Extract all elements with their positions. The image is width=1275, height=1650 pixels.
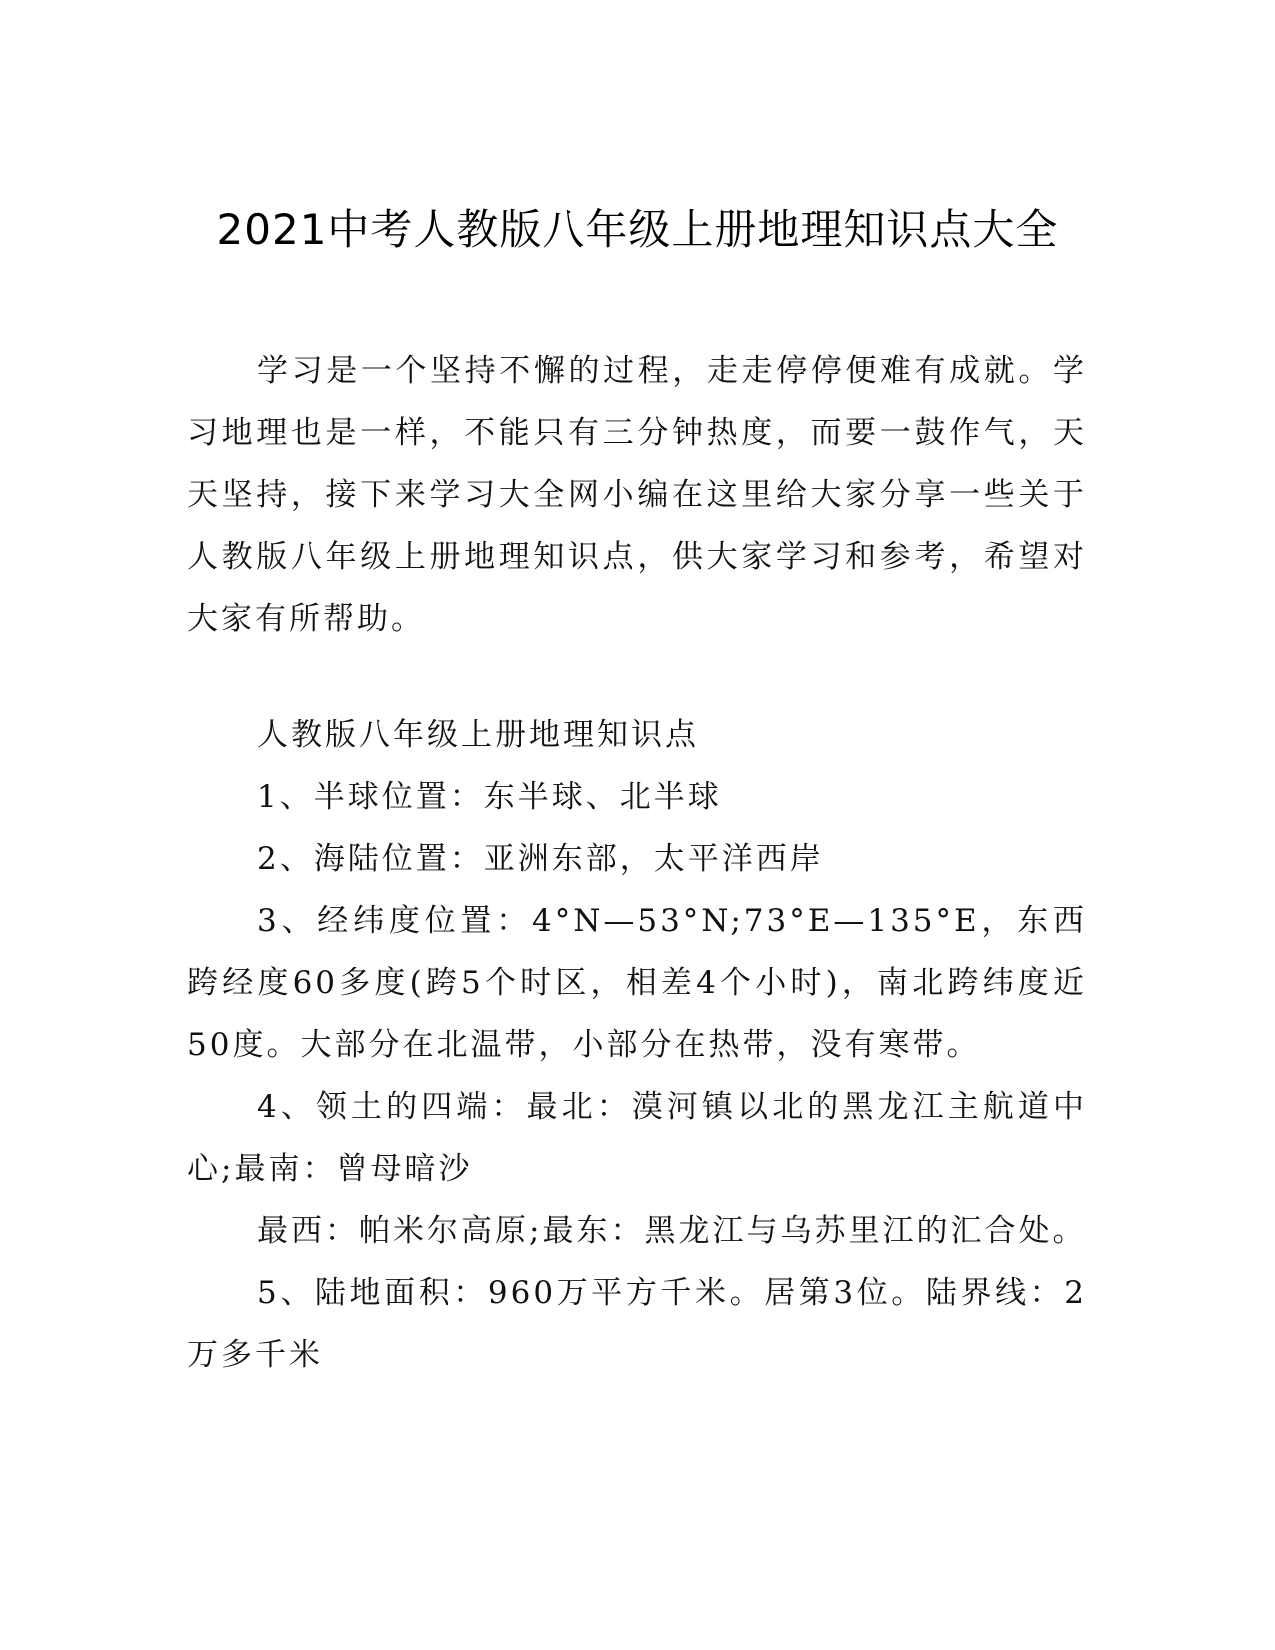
intro-paragraph: 学习是一个坚持不懈的过程，走走停停便难有成就。学习地理也是一样，不能只有三分钟热度，而要一鼓作气，天天坚持，接下来学习大全网小编在这里给大家分享一些关于人教版八年级上册地理知识点，供大家学习和参考，希望对大家有所帮助。 [187, 353, 1087, 637]
knowledge-points-section [187, 704, 1087, 1386]
intro-section [187, 340, 1087, 650]
document-title: 2021中考人教版八年级上册地理知识点大全 [216, 205, 1059, 254]
point-paragraph: 3、经纬度位置：4°N—53°N;73°E—135°E，东西跨经度60多度(跨5个时区，相差4个小时)，南北跨纬度近50度。大部分在北温带，小部分在热带，没有寒带。 [187, 903, 1087, 1063]
point-paragraph: 5、陆地面积：960万平方千米。居第3位。陆界线：2万多千米 [187, 1275, 1087, 1373]
point-paragraph: 最西：帕米尔高原;最东：黑龙江与乌苏里江的汇合处。 [257, 1213, 1087, 1249]
section-heading: 人教版八年级上册地理知识点 [257, 717, 699, 753]
point-paragraph: 4、领土的四端：最北：漠河镇以北的黑龙江主航道中心;最南：曾母暗沙 [187, 1089, 1087, 1187]
point-paragraph: 2、海陆位置：亚洲东部，太平洋西岸 [257, 841, 824, 877]
point-paragraph: 1、半球位置：东半球、北半球 [257, 779, 722, 815]
